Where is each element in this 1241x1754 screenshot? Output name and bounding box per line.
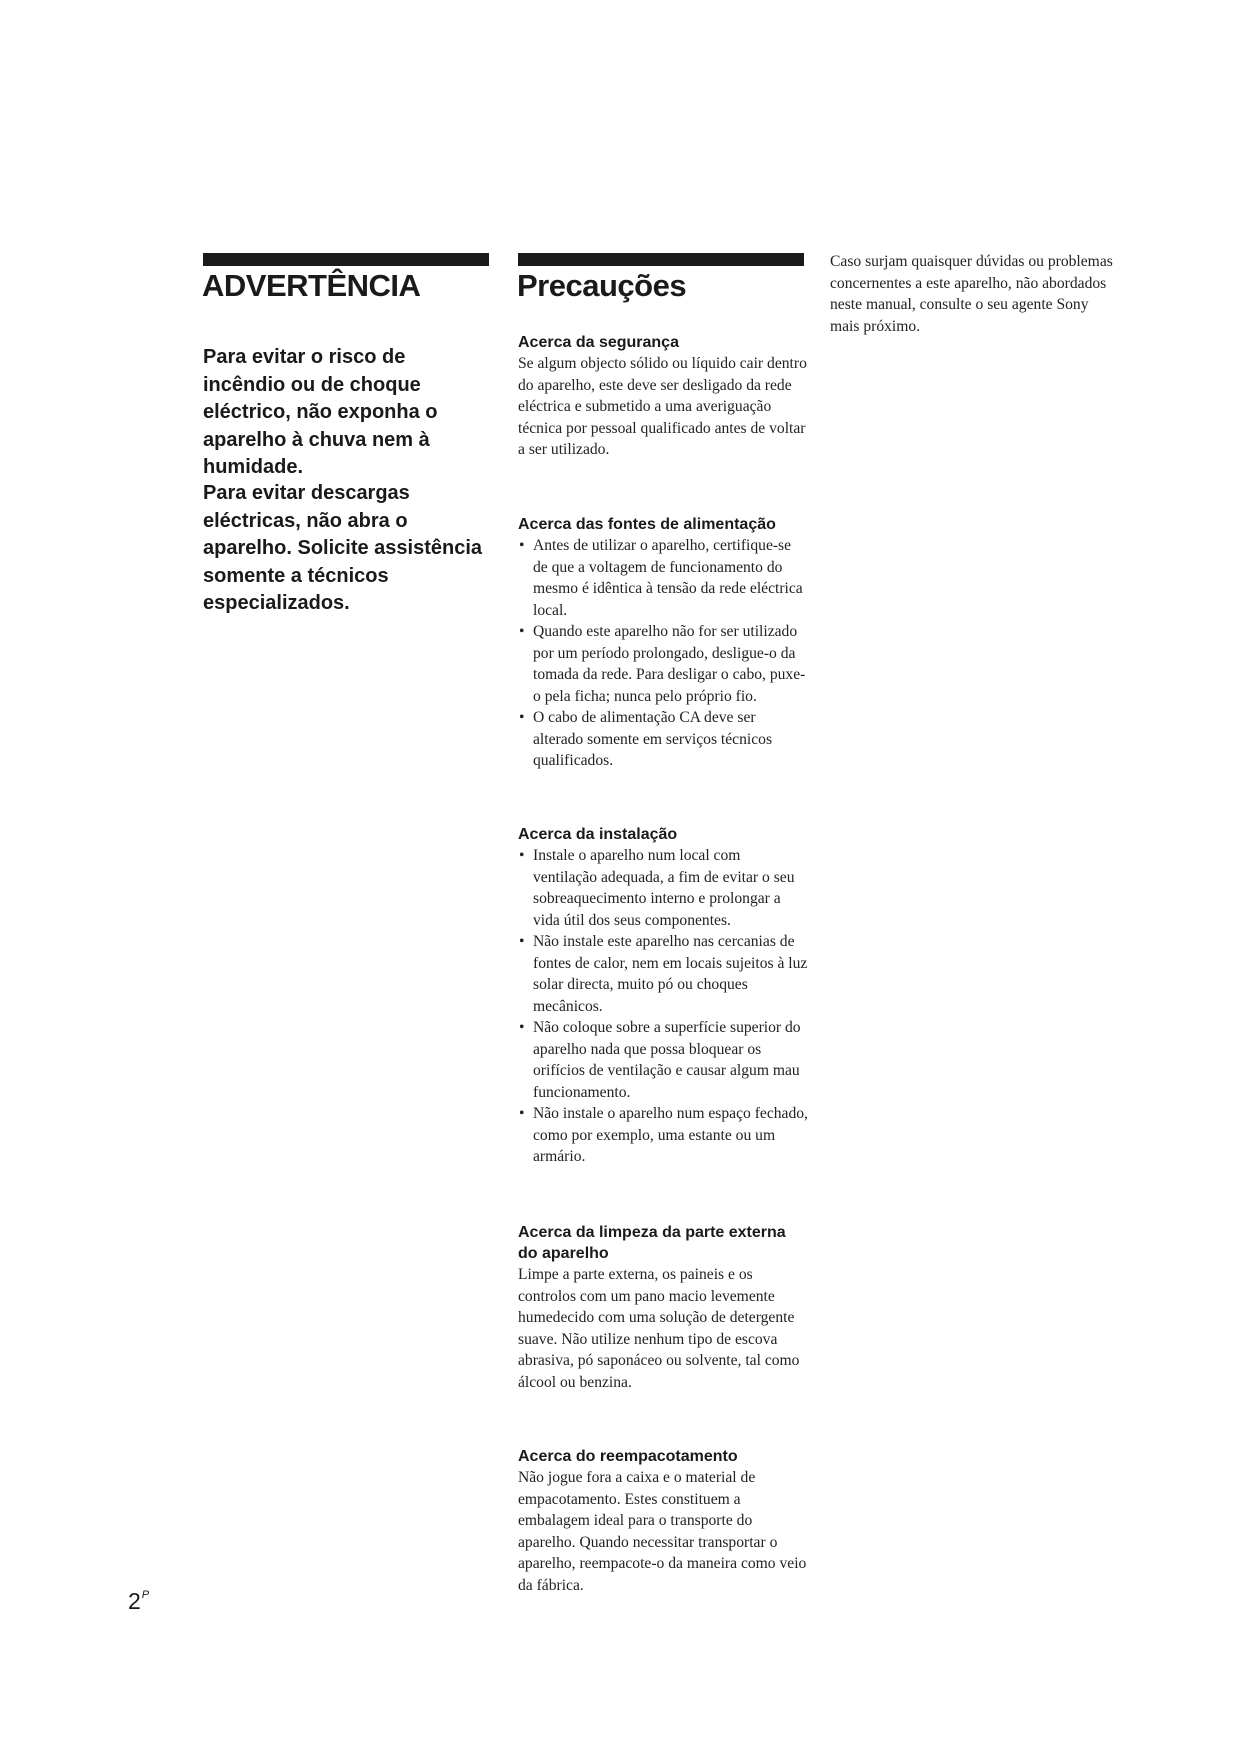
installation-item: • Não instale este aparelho nas cercanias de fontes de calor, nem em locais sujeitos à luz solar directa, muito pó ou choques mecânicos. — [518, 931, 808, 1017]
warning-paragraph-1: Para evitar o risco de incêndio ou de choque eléctrico, não exponha o aparelho à chuva nem à humidade. — [203, 346, 438, 478]
page-number — [128, 1588, 149, 1615]
installation-heading: Acerca da instalação — [518, 826, 678, 843]
power-item: • Quando este aparelho não for ser utilizado por um período prolongado, desligue-o da tomada da rede. Para desligar o cabo, puxe-o pela ficha; nunca pelo próprio fio. — [518, 621, 808, 707]
installation-item: • Instale o aparelho num local com ventilação adequada, a fim de evitar o seu sobreaquecimento interno e prolongar a vida útil dos seus componentes. — [518, 845, 808, 931]
power-item: • Antes de utilizar o aparelho, certifique-se de que a voltagem de funcionamento do mesmo é idêntica à tensão da rede eléctrica local. — [518, 535, 808, 621]
installation-item: • Não coloque sobre a superfície superior do aparelho nada que possa bloquear os orifícios de ventilação e causar algum mau funcionamento. — [518, 1017, 808, 1103]
contact-note: Caso surjam quaisquer dúvidas ou problemas concernentes a este aparelho, não abordados neste manual, consulte o seu agente Sony mais próximo. — [830, 253, 1113, 335]
repacking-text: Não jogue fora a caixa e o material de empacotamento. Estes constituem a embalagem ideal para o transporte do aparelho. Quando necessitar transportar o aparelho, reempacote-o da maneira como veio da fábrica. — [518, 1469, 807, 1594]
power-item: • O cabo de alimentação CA deve ser alterado somente em serviços técnicos qualificados. — [518, 707, 808, 772]
page-number-suffix: P — [141, 1589, 150, 1601]
advertencia-title: ADVERTÊNCIA — [202, 268, 421, 303]
warning-paragraph-2: Para evitar descargas eléctricas, não abra o aparelho. Solicite assistência somente a técnicos especializados. — [203, 482, 483, 614]
page-number-value: 2 — [128, 1588, 141, 1614]
cleaning-text: Limpe a parte externa, os paineis e os controlos com um pano macio levemente humedecido com uma solução de detergente suave. Não utilize nenhum tipo de escova abrasiva, pó saponáceo ou solvente, tal como álcool ou benzina. — [518, 1266, 800, 1391]
middle-column-rule — [518, 253, 804, 266]
repacking-heading: Acerca do reempacotamento — [518, 1448, 738, 1465]
installation-list — [518, 845, 808, 1168]
power-list — [518, 535, 808, 772]
safety-text: Se algum objecto sólido ou líquido cair dentro do aparelho, este deve ser desligado da rede eléctrica e submetido a uma averiguação técnica por pessoal qualificado antes de voltar a ser utilizado. — [518, 355, 807, 458]
precaucoes-title: Precauções — [517, 268, 687, 303]
power-heading: Acerca das fontes de alimentação — [518, 516, 776, 533]
cleaning-heading: Acerca da limpeza da parte externa do aparelho — [518, 1224, 786, 1262]
installation-item: • Não instale o aparelho num espaço fechado, como por exemplo, uma estante ou um armário. — [518, 1103, 808, 1168]
left-column-rule — [203, 253, 489, 266]
safety-heading: Acerca da segurança — [518, 334, 679, 351]
